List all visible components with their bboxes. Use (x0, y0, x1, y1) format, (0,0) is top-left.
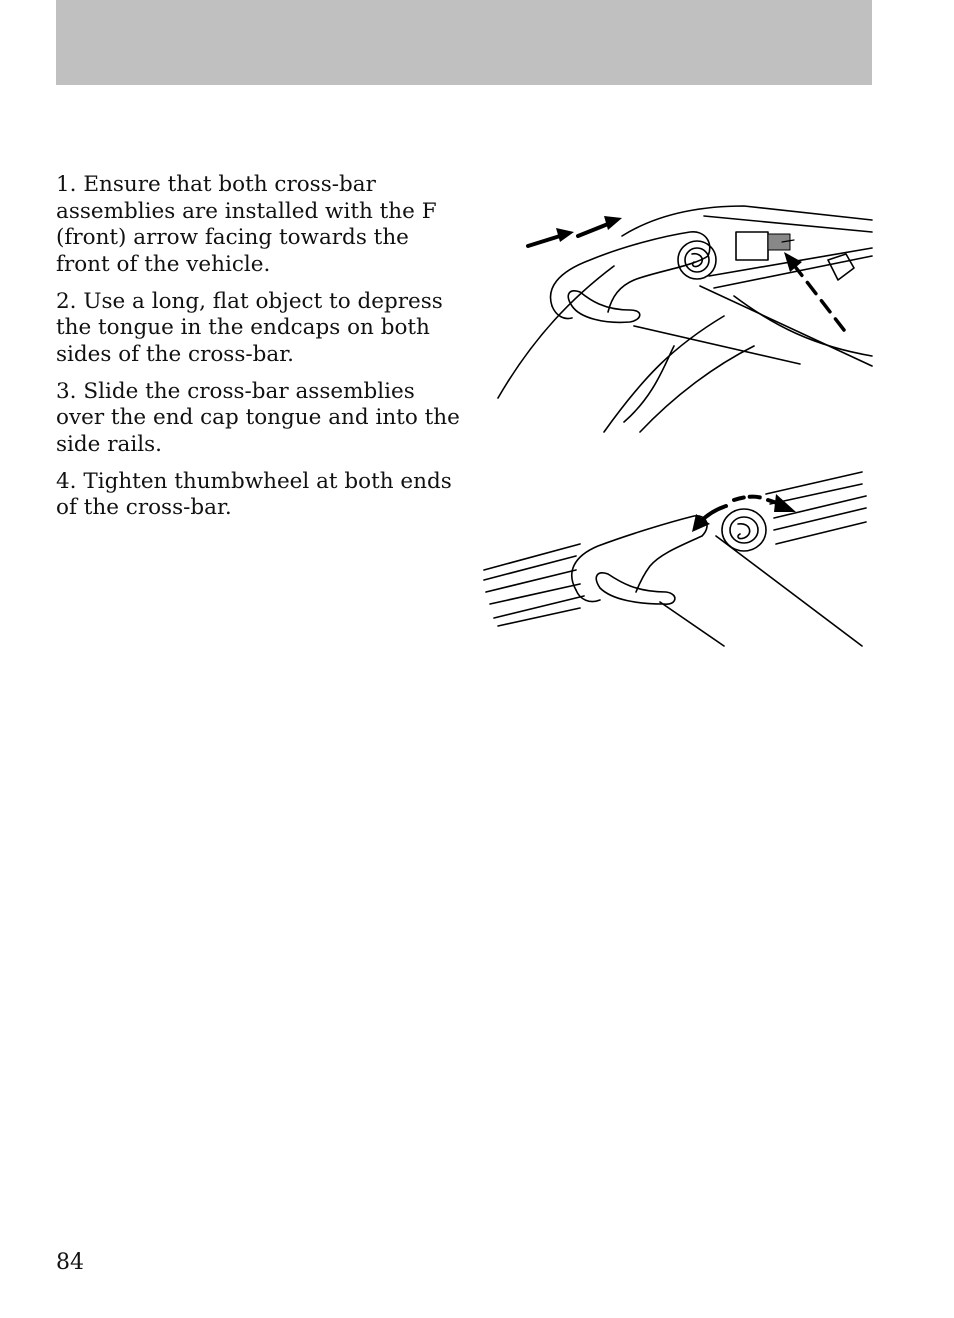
header-band (56, 0, 872, 85)
step-1: 1. Ensure that both cross-bar assemblies are installed with the F (front) arrow facing towards the front of the vehicle. (56, 172, 437, 277)
step-2: 2. Use a long, flat object to depress the tongue in the endcaps on both sides of the cross-bar. (56, 288, 443, 367)
step-3: 3. Slide the cross-bar assemblies over the end cap tongue and into the side rails. (56, 378, 460, 457)
thumbwheel-tighten-illustration (480, 466, 872, 652)
crossbar-install-illustration (494, 196, 876, 438)
instruction-steps (56, 172, 466, 532)
page-number: 84 (56, 1250, 84, 1275)
step-4: 4. Tighten thumbwheel at both ends of the cross-bar. (56, 468, 452, 520)
